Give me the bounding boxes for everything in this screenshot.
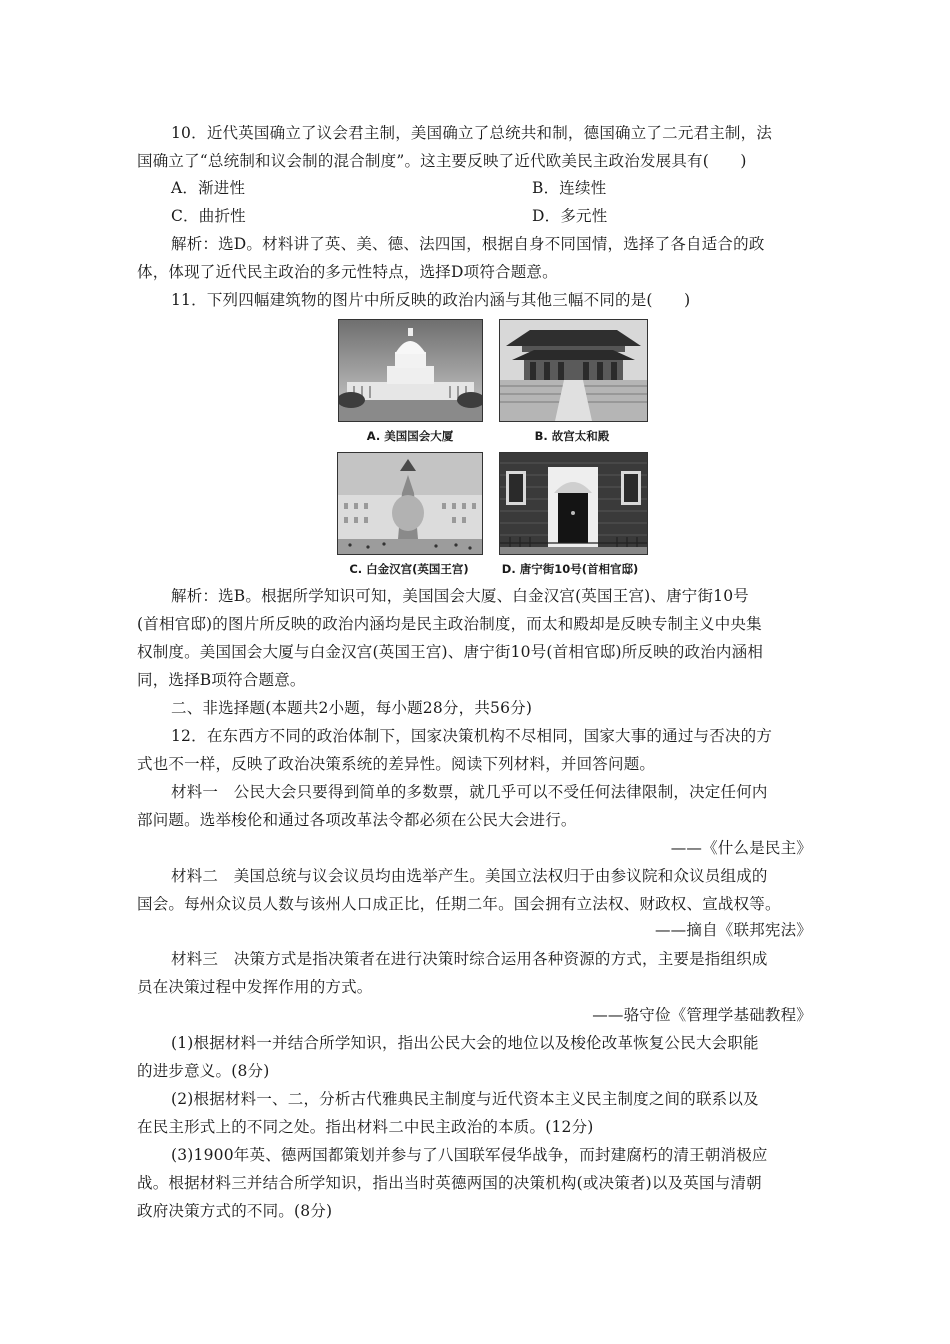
taihe-hall-image — [500, 320, 647, 421]
subquestion3-line1: (3)1900年英、德两国都策划并参与了八国联军侵华战争，而封建腐朽的清王朝消极应 — [171, 1146, 768, 1164]
material1-line1: 材料一 公民大会只要得到简单的多数票，就几乎可以不受任何法律限制，决定任何内 — [171, 783, 768, 801]
material2-source: ——摘自《联邦宪法》 — [654, 921, 812, 939]
subquestion2-line1: (2)根据材料一、二，分析古代雅典民主制度与近代资本主义民主制度之间的联系以及 — [171, 1090, 759, 1108]
q10-stem-line1: 10．近代英国确立了议会君主制，美国确立了总统共和制，德国确立了二元君主制，法 — [171, 124, 773, 142]
q11-analysis-line3: 权制度。美国国会大厦与白金汉宫(英国王宫)、唐宁街10号(首相官邸)所反映的政治内涵相 — [137, 643, 764, 661]
material2-line1: 材料二 美国总统与议会议员均由选举产生。美国立法权归于由参议院和众议员组成的 — [171, 867, 768, 885]
caption-a: A. 美国国会大厦 — [366, 429, 454, 443]
material3-line2: 员在决策过程中发挥作用的方式。 — [137, 978, 373, 996]
subquestion1-line2: 的进步意义。(8分) — [137, 1062, 270, 1080]
material2-line2: 国会。每州众议员人数与该州人口成正比，任期二年。国会拥有立法权、财政权、宣战权等。 — [137, 895, 781, 913]
q11-analysis-line4: 同，选择B项符合题意。 — [137, 671, 306, 689]
capitol-image — [339, 320, 482, 421]
q10-analysis-line2: 体，体现了近代民主政治的多元性特点，选择D项符合题意。 — [137, 263, 558, 281]
buckingham-photo — [337, 452, 483, 555]
q12-stem-line2: 式也不一样，反映了政治决策系统的差异性。阅读下列材料，并回答问题。 — [137, 755, 656, 773]
q10-option-a: A．渐进性 — [171, 179, 246, 197]
subquestion1-line1: (1)根据材料一并结合所学知识，指出公民大会的地位以及梭伦改革恢复公民大会职能 — [171, 1034, 759, 1052]
q11-analysis-line1: 解析：选B。根据所学知识可知，美国国会大厦、白金汉宫(英国王宫)、唐宁街10号 — [171, 587, 750, 605]
section-heading: 二、非选择题(本题共2小题，每小题28分，共56分) — [171, 699, 533, 717]
q10-option-b: B．连续性 — [532, 179, 607, 197]
q11-stem: 11．下列四幅建筑物的图片中所反映的政治内涵与其他三幅不同的是( ) — [171, 291, 691, 309]
caption-d: D. 唐宁街10号(首相官邸) — [501, 562, 639, 576]
q11-analysis-line2: (首相官邸)的图片所反映的政治内涵均是民主政治制度，而太和殿却是反映专制主义中央集 — [137, 615, 762, 633]
subquestion3-line2: 战。根据材料三并结合所学知识，指出当时英德两国的决策机构(或决策者)以及英国与清朝 — [137, 1174, 762, 1192]
buckingham-image — [338, 453, 482, 554]
q10-analysis-line1: 解析：选D。材料讲了英、美、德、法四国，根据自身不同国情，选择了各自适合的政 — [171, 235, 765, 253]
q10-stem-line2: 国确立了“总统制和议会制的混合制度”。这主要反映了近代欧美民主政治发展具有( ) — [137, 152, 747, 170]
capitol-photo — [338, 319, 483, 422]
subquestion3-line3: 政府决策方式的不同。(8分) — [137, 1202, 333, 1220]
downing-street-photo — [499, 452, 648, 555]
material3-source: ——骆守俭《管理学基础教程》 — [592, 1006, 812, 1024]
material1-source: ——《什么是民主》 — [670, 839, 812, 857]
caption-b: B. 故宫太和殿 — [534, 429, 610, 443]
q10-option-d: D．多元性 — [532, 207, 608, 225]
material3-line1: 材料三 决策方式是指决策者在进行决策时综合运用各种资源的方式，主要是指组织成 — [171, 950, 768, 968]
q12-stem-line1: 12．在东西方不同的政治体制下，国家决策机构不尽相同，国家大事的通过与否决的方 — [171, 727, 773, 745]
q10-option-c: C．曲折性 — [171, 207, 246, 225]
taihe-hall-photo — [499, 319, 648, 422]
material1-line2: 部问题。选举梭伦和通过各项改革法令都必须在公民大会进行。 — [137, 811, 577, 829]
subquestion2-line2: 在民主形式上的不同之处。指出材料二中民主政治的本质。(12分) — [137, 1118, 594, 1136]
caption-c: C. 白金汉宫(英国王宫) — [349, 562, 469, 576]
downing-street-image — [500, 453, 647, 554]
